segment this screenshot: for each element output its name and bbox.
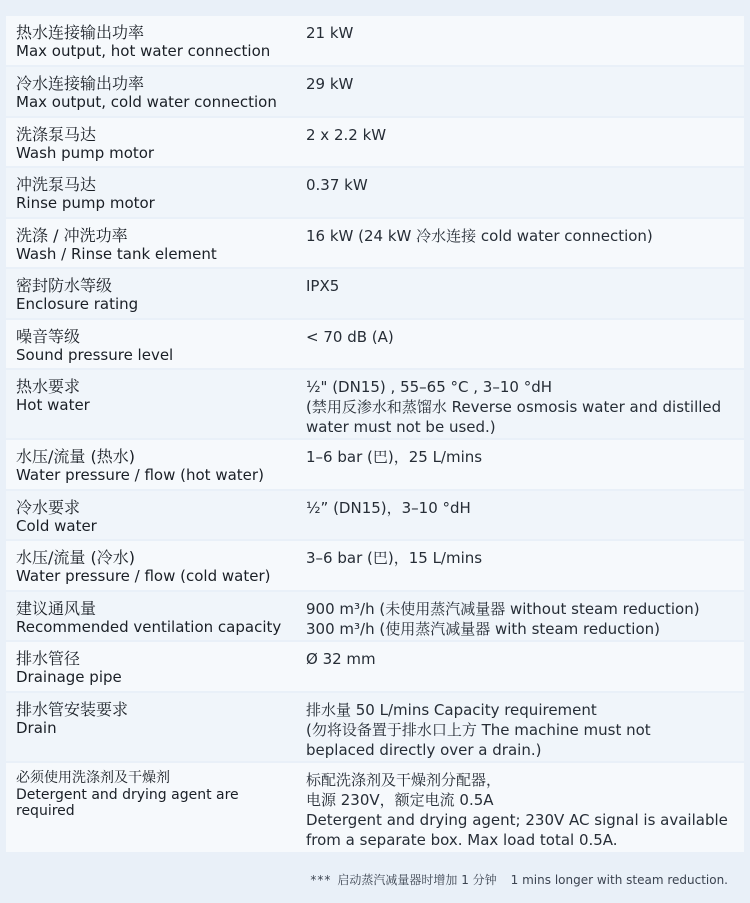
spec-label <box>6 693 297 761</box>
spec-row-wash-pump <box>6 118 744 168</box>
spec-label <box>6 269 297 318</box>
spec-value-line: IPX5 <box>306 277 340 295</box>
spec-label-en: Wash pump motor <box>16 144 155 162</box>
spec-value-line: water must not be used.) <box>306 418 496 436</box>
spec-label-en: Detergent and drying agent are required <box>16 787 239 819</box>
spec-label-zh: 建议通风量 <box>16 599 97 618</box>
spec-value <box>297 16 744 65</box>
spec-row-detergent <box>6 763 744 854</box>
spec-value <box>297 67 744 116</box>
spec-value <box>297 592 744 640</box>
spec-table <box>6 16 744 854</box>
spec-value <box>297 320 744 368</box>
spec-label-zh: 热水要求 <box>16 377 81 396</box>
spec-label-en: Drain <box>16 719 57 737</box>
spec-value-line: 21 kW <box>306 24 354 42</box>
spec-label <box>6 491 297 539</box>
spec-value <box>297 219 744 267</box>
spec-label <box>6 118 297 166</box>
footnote <box>310 871 728 888</box>
footnote-en: 1 mins longer with steam reduction. <box>510 873 728 887</box>
spec-label-en: Cold water <box>16 517 97 535</box>
spec-value <box>297 541 744 590</box>
spec-value <box>297 118 744 166</box>
spec-label-zh: 水压/流量 (热水) <box>16 447 135 466</box>
spec-value-line: 标配洗涤剂及干燥剂分配器， <box>306 771 502 789</box>
spec-label-en: Drainage pipe <box>16 668 122 686</box>
spec-row-enclosure <box>6 269 744 320</box>
spec-label-en: Water pressure / flow (hot water) <box>16 466 264 484</box>
spec-label-en: Water pressure / flow (cold water) <box>16 567 271 585</box>
spec-value-line: beplaced directly over a drain.) <box>306 741 542 759</box>
spec-label-zh: 噪音等级 <box>16 327 81 346</box>
spec-label <box>6 642 297 691</box>
spec-value-line: (勿将设备置于排水口上方 The machine must not <box>306 721 651 739</box>
spec-label <box>6 440 297 489</box>
spec-row-sound <box>6 320 744 370</box>
spec-value-line: 排水量 50 L/mins Capacity requirement <box>306 701 597 719</box>
spec-value-line: Detergent and drying agent; 230V AC signal is available <box>306 811 728 829</box>
spec-value-line: ½” (DN15)，3–10 °dH <box>306 499 471 517</box>
spec-row-ventilation <box>6 592 744 642</box>
spec-label-zh: 密封防水等级 <box>16 276 113 295</box>
spec-value-line: 29 kW <box>306 75 354 93</box>
footnote-stars: *** <box>310 873 332 887</box>
spec-label-en: Hot water <box>16 396 90 414</box>
spec-label <box>6 67 297 116</box>
spec-label <box>6 370 297 438</box>
spec-value-line: ½" (DN15) , 55–65 °C , 3–10 °dH <box>306 378 552 396</box>
spec-label-en: Rinse pump motor <box>16 194 155 212</box>
spec-label-zh: 热水连接输出功率 <box>16 23 145 42</box>
spec-row-hot-output <box>6 16 744 67</box>
spec-row-cold-output <box>6 67 744 118</box>
spec-value-line: Ø 32 mm <box>306 650 376 668</box>
spec-label-en: Max output, hot water connection <box>16 42 271 60</box>
spec-row-rinse-pump <box>6 168 744 219</box>
spec-value <box>297 440 744 489</box>
spec-value <box>297 763 744 852</box>
spec-value-line: 900 m³/h (未使用蒸汽减量器 without steam reduction) <box>306 600 700 618</box>
spec-value <box>297 642 744 691</box>
spec-value-line: 16 kW (24 kW 冷水连接 cold water connection) <box>306 227 653 245</box>
spec-label-zh: 排水管径 <box>16 649 81 668</box>
spec-label-en: Wash / Rinse tank element <box>16 245 217 263</box>
spec-value-line: 电源 230V，额定电流 0.5A <box>306 791 494 809</box>
spec-value-line: 300 m³/h (使用蒸汽减量器 with steam reduction) <box>306 620 660 638</box>
spec-value-line: 1–6 bar (巴)，25 L/mins <box>306 448 483 466</box>
spec-label <box>6 592 297 640</box>
spec-value-line: 3–6 bar (巴)，15 L/mins <box>306 549 483 567</box>
spec-row-drain <box>6 693 744 763</box>
spec-value <box>297 491 744 539</box>
spec-value <box>297 693 744 761</box>
spec-label-zh: 冲洗泵马达 <box>16 175 97 194</box>
spec-label <box>6 16 297 65</box>
spec-label-zh: 水压/流量 (冷水) <box>16 548 135 567</box>
spec-value-line: from a separate box. Max load total 0.5A. <box>306 831 618 849</box>
spec-label-zh: 冷水连接输出功率 <box>16 74 145 93</box>
spec-label-en: Max output, cold water connection <box>16 93 277 111</box>
spec-label <box>6 320 297 368</box>
spec-label-zh: 洗涤泵马达 <box>16 125 97 144</box>
spec-label-zh: 排水管安装要求 <box>16 700 129 719</box>
spec-label-en: Enclosure rating <box>16 295 139 313</box>
spec-value <box>297 168 744 217</box>
spec-row-cold-pressure <box>6 541 744 592</box>
spec-value <box>297 269 744 318</box>
spec-label-en: Recommended ventilation capacity <box>16 618 282 636</box>
spec-value-line: < 70 dB (A) <box>306 328 394 346</box>
spec-value-line: (禁用反渗水和蒸馏水 Reverse osmosis water and distilled <box>306 398 722 416</box>
spec-row-hot-pressure <box>6 440 744 491</box>
footnote-zh: 启动蒸汽减量器时增加 1 分钟 <box>337 873 497 887</box>
spec-value-line: 2 x 2.2 kW <box>306 126 387 144</box>
spec-row-cold-water <box>6 491 744 541</box>
spec-label-zh: 必须使用洗涤剂及干燥剂 <box>16 770 170 786</box>
spec-label <box>6 763 297 852</box>
spec-row-tank-element <box>6 219 744 269</box>
spec-label <box>6 541 297 590</box>
spec-label-zh: 冷水要求 <box>16 498 81 517</box>
spec-value <box>297 370 744 438</box>
spec-label-zh: 洗涤 / 冲洗功率 <box>16 226 128 245</box>
spec-row-hot-water <box>6 370 744 440</box>
spec-row-drainage-pipe <box>6 642 744 693</box>
spec-label-en: Sound pressure level <box>16 346 174 364</box>
spec-label <box>6 168 297 217</box>
spec-label <box>6 219 297 267</box>
spec-value-line: 0.37 kW <box>306 176 368 194</box>
